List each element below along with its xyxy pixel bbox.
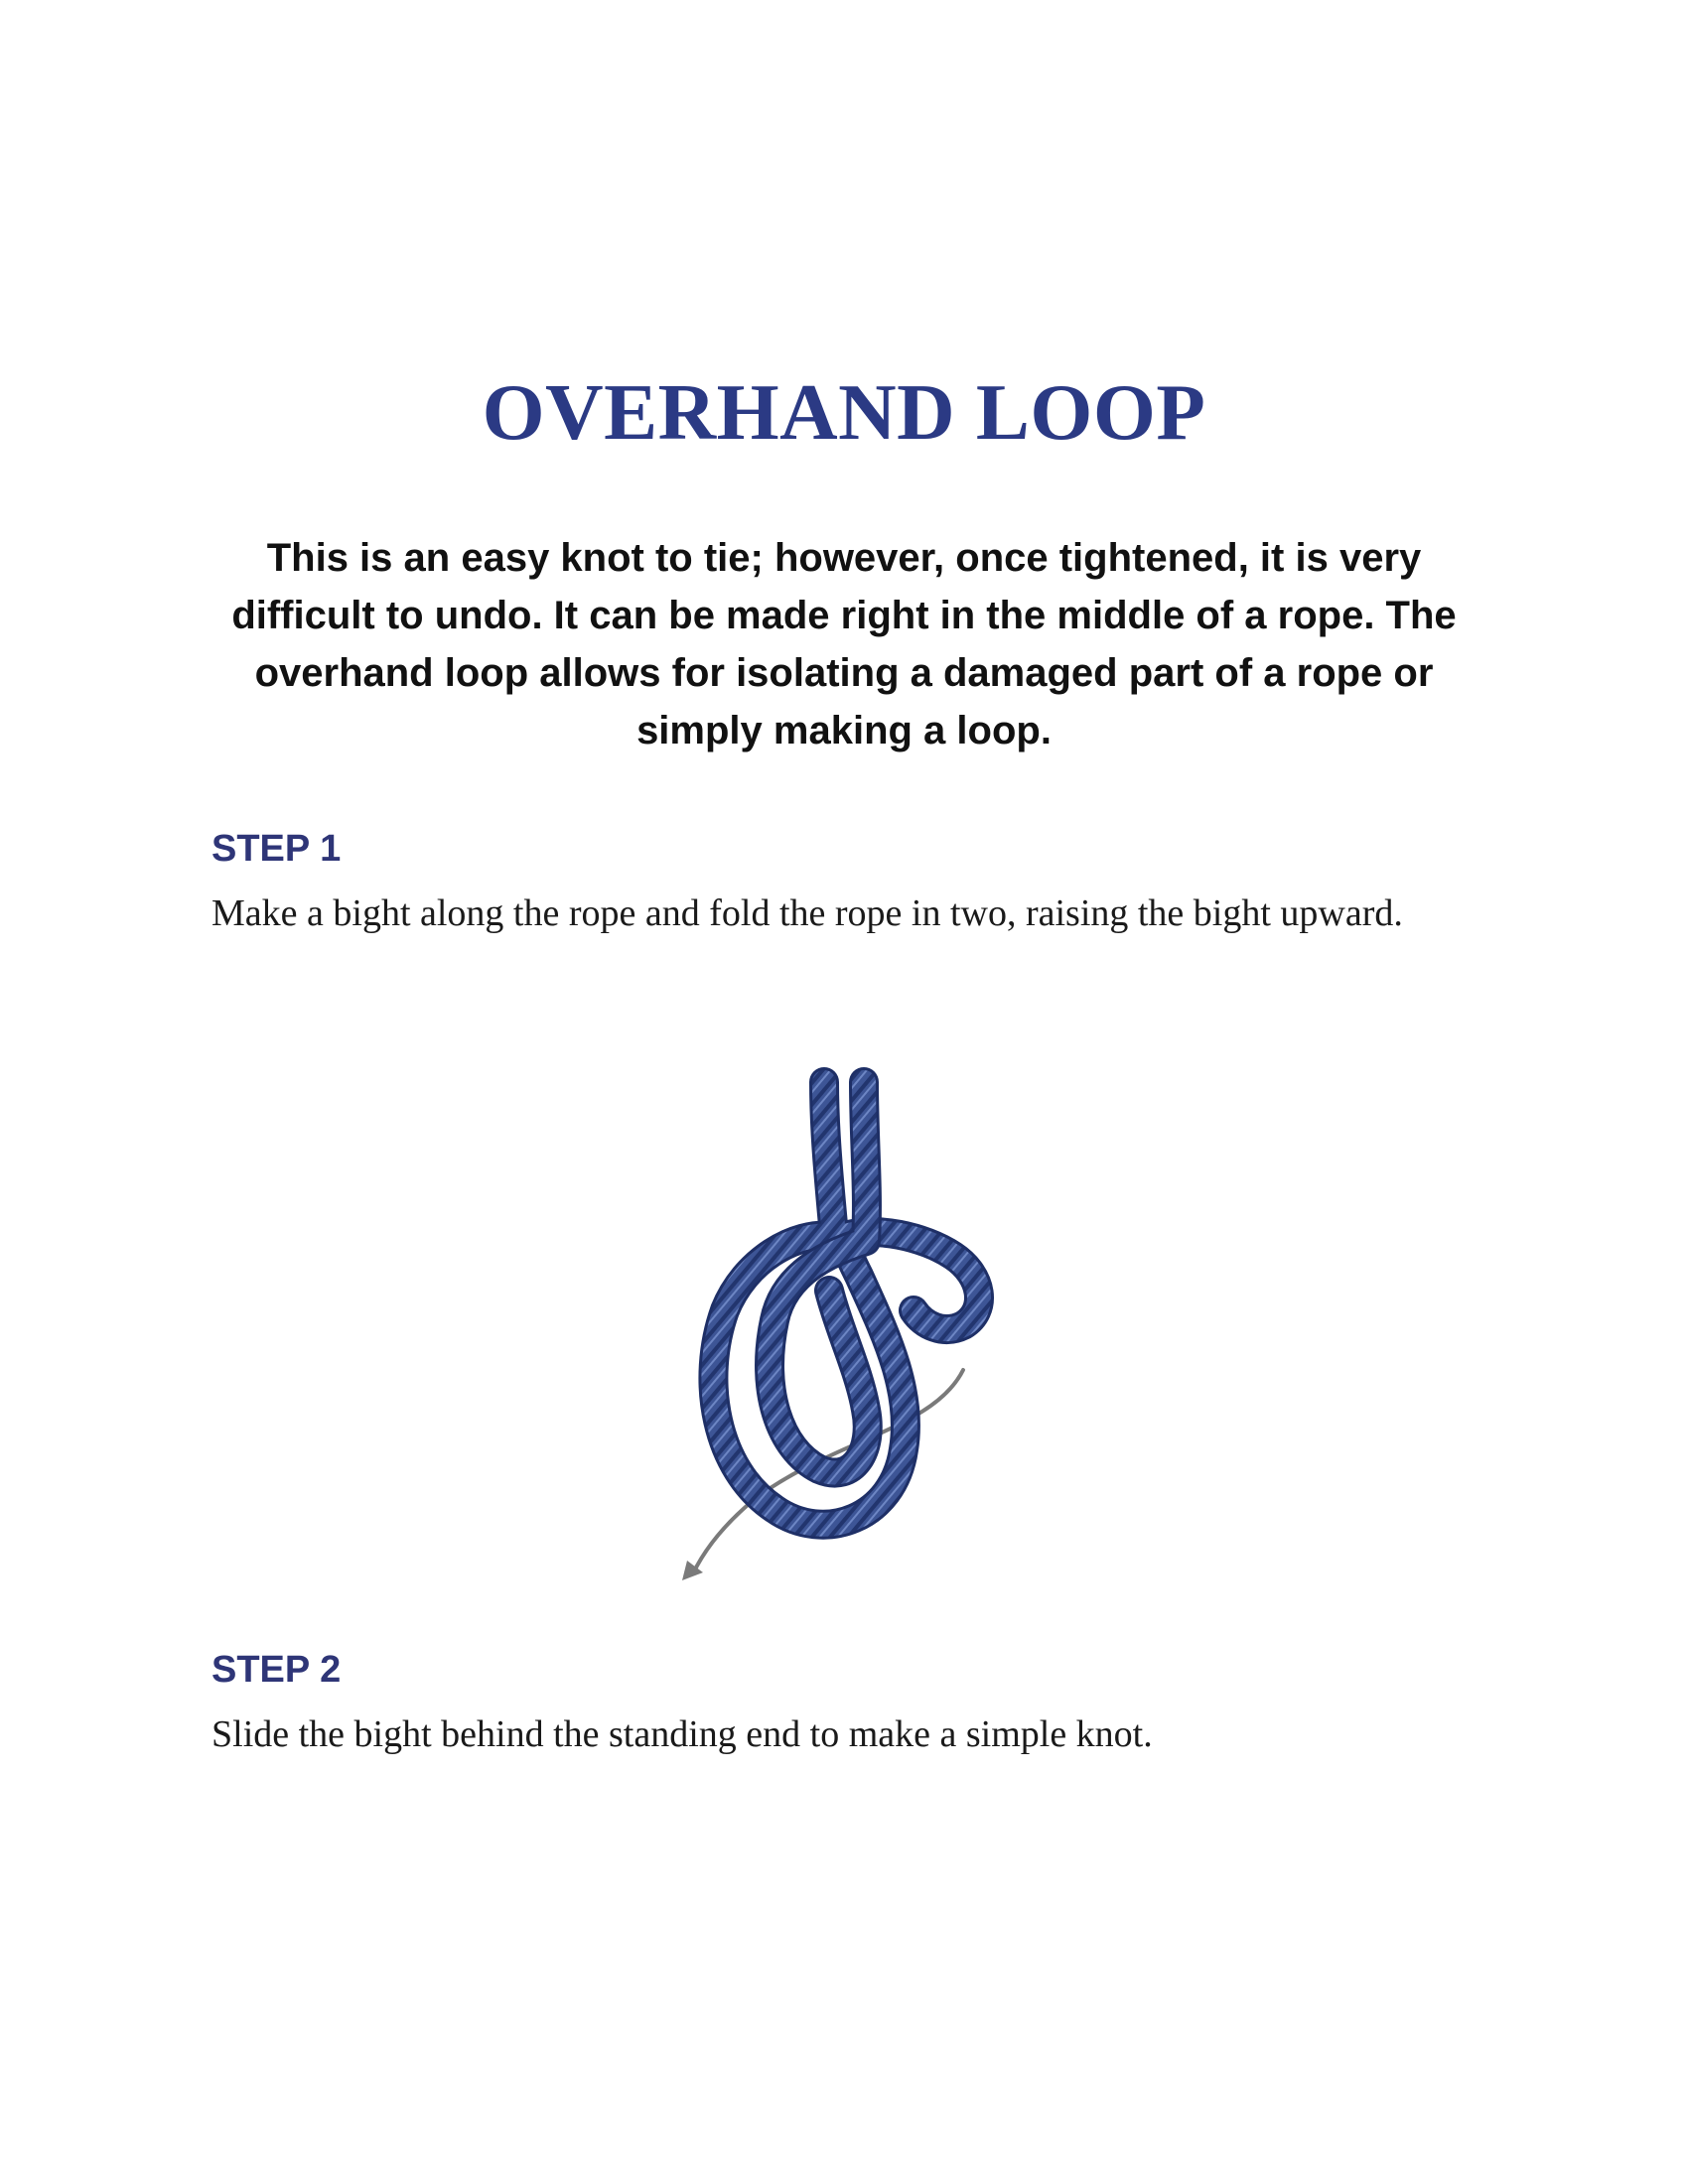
step-1-text: Make a bight along the rope and fold the rope in two, raising the bight upward. [211, 892, 1403, 934]
intro-paragraph: This is an easy knot to tie; however, once tightened, it is very difficult to undo. It can be made right in the middle of a rope. The overhand loop allows for isolating a damaged part of a rope or simply making a loop. [231, 536, 1457, 752]
rope-icon [713, 1082, 979, 1525]
step-1-heading: STEP 1 [211, 828, 342, 870]
page-title: OVERHAND LOOP [482, 367, 1206, 457]
rope-knot-illustration [635, 1052, 1053, 1588]
step-2-text: Slide the bight behind the standing end to make a simple knot. [211, 1713, 1153, 1755]
step-2-heading: STEP 2 [211, 1649, 342, 1691]
